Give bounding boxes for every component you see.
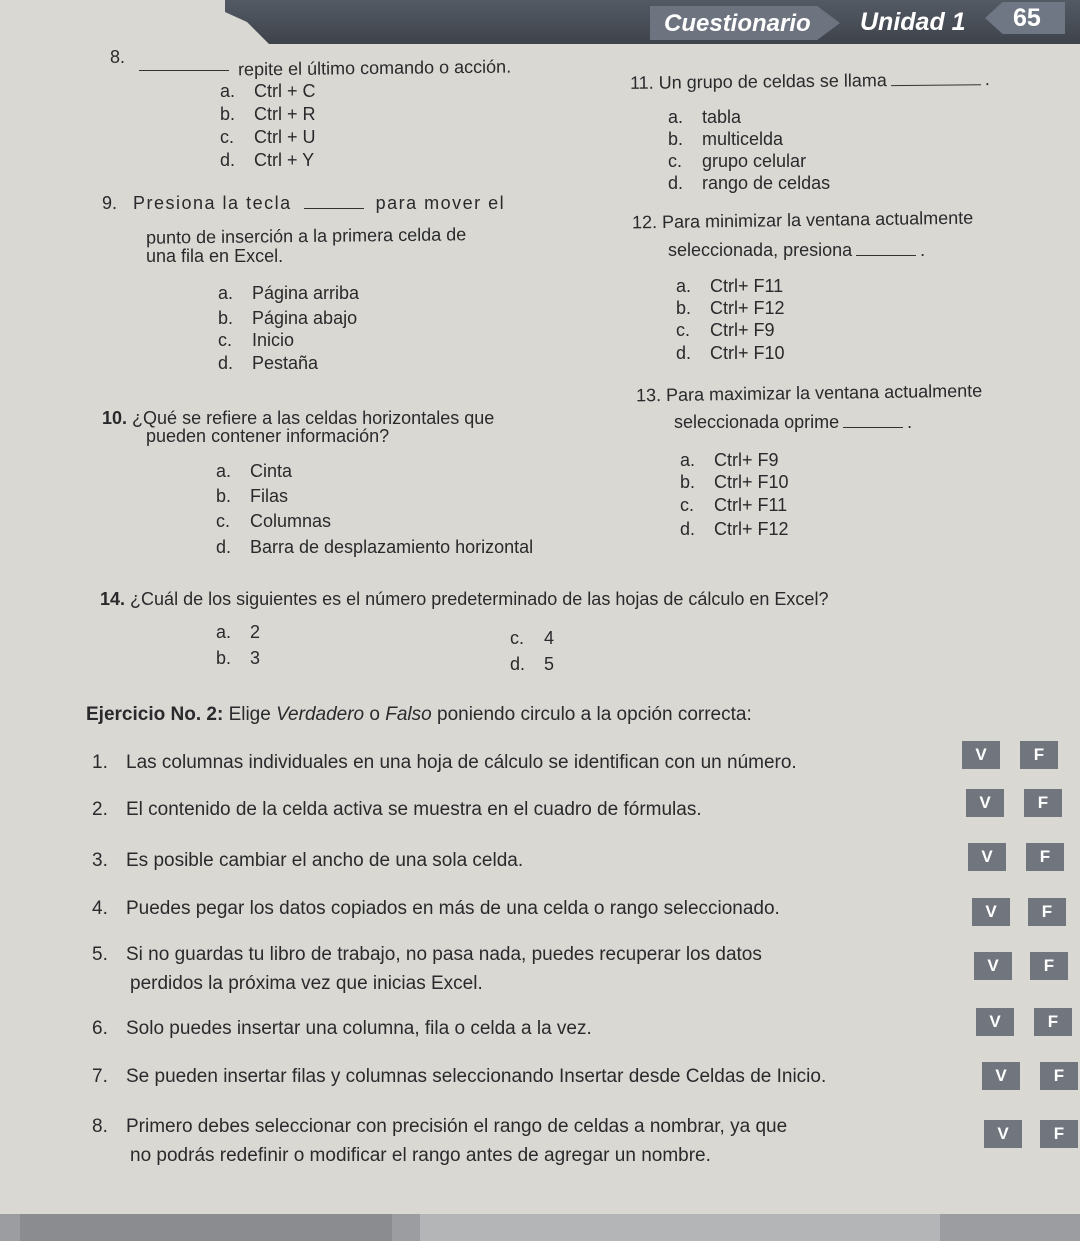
exercise-2-item-8: 8. Primero debes seleccionar con precisión el rango de celdas a nombrar, ya que bbox=[92, 1116, 788, 1137]
exercise-2-item-5-line2: perdidos la próxima vez que inicias Excel. bbox=[130, 973, 483, 994]
question-14-option-a: a. 2 bbox=[216, 622, 261, 642]
item-4-false-option[interactable]: F bbox=[1028, 898, 1066, 926]
exercise-2-item-3: 3. Es posible cambiar el ancho de una sola celda. bbox=[92, 850, 524, 871]
question-8-blank bbox=[135, 55, 233, 76]
question-10-line2: pueden contener información? bbox=[146, 426, 390, 446]
item-6-false-option[interactable]: F bbox=[1034, 1008, 1072, 1036]
question-11-option-c: c. grupo celular bbox=[668, 151, 807, 171]
question-9-line3: una fila en Excel. bbox=[146, 246, 284, 266]
item-4-true-option[interactable]: V bbox=[972, 898, 1010, 926]
question-9-option-b: b. Página abajo bbox=[218, 308, 358, 328]
question-8-option-b: b. Ctrl + R bbox=[220, 104, 316, 124]
question-14-option-d: d. 5 bbox=[510, 654, 555, 674]
footer-block-right bbox=[420, 1214, 940, 1241]
question-10-option-d: d. Barra de desplazamiento horizontal bbox=[216, 537, 534, 557]
item-2-false-option[interactable]: F bbox=[1024, 789, 1062, 817]
question-11-option-b: b. multicelda bbox=[668, 129, 784, 149]
question-11-text: 11. Un grupo de celdas se llama . bbox=[629, 69, 990, 93]
item-7-false-option[interactable]: F bbox=[1040, 1062, 1078, 1090]
exercise-2-item-5: 5. Si no guardas tu libro de trabajo, no pasa nada, puedes recuperar los datos bbox=[92, 944, 762, 965]
question-10-option-a: a. Cinta bbox=[216, 461, 293, 481]
question-8-option-a: a. Ctrl + C bbox=[220, 81, 316, 101]
question-13-option-c: c. Ctrl+ F11 bbox=[680, 495, 788, 515]
question-10-option-c: c. Columnas bbox=[216, 511, 332, 531]
exercise-2-item-7: 7. Se pueden insertar filas y columnas seleccionando Insertar desde Celdas de Inicio. bbox=[92, 1066, 827, 1087]
question-13-line1: 13. Para maximizar la ventana actualmente bbox=[635, 380, 983, 406]
question-12-option-c: c. Ctrl+ F9 bbox=[676, 320, 775, 340]
question-8-option-c: c. Ctrl + U bbox=[220, 127, 316, 147]
item-6-true-option[interactable]: V bbox=[976, 1008, 1014, 1036]
question-9-option-d: d. Pestaña bbox=[218, 353, 319, 373]
question-13-option-b: b. Ctrl+ F10 bbox=[680, 472, 789, 492]
question-10-option-b: b. Filas bbox=[216, 486, 289, 506]
unit-label: Unidad 1 bbox=[860, 8, 966, 36]
question-12-option-a: a. Ctrl+ F11 bbox=[676, 276, 784, 296]
question-13-option-a: a. Ctrl+ F9 bbox=[680, 450, 779, 470]
item-3-false-option[interactable]: F bbox=[1026, 843, 1064, 871]
question-8-text: repite el último comando o acción. bbox=[237, 56, 512, 80]
page-number: 65 bbox=[1013, 4, 1041, 32]
item-8-true-option[interactable]: V bbox=[984, 1120, 1022, 1148]
item-5-true-option[interactable]: V bbox=[974, 952, 1012, 980]
question-14-text: 14. ¿Cuál de los siguientes es el número predeterminado de las hojas de cálculo en Excel? bbox=[100, 589, 829, 609]
footer-block-left bbox=[20, 1214, 392, 1241]
item-3-true-option[interactable]: V bbox=[968, 843, 1006, 871]
question-9-option-a: a. Página arriba bbox=[218, 283, 360, 303]
question-13-line2: seleccionada oprime . bbox=[674, 412, 913, 432]
item-1-false-option[interactable]: F bbox=[1020, 741, 1058, 769]
exercise-2-item-2: 2. El contenido de la celda activa se muestra en el cuadro de fórmulas. bbox=[92, 799, 702, 820]
question-9-option-c: c. Inicio bbox=[218, 330, 295, 350]
item-7-true-option[interactable]: V bbox=[982, 1062, 1020, 1090]
item-1-true-option[interactable]: V bbox=[962, 741, 1000, 769]
question-11-option-a: a. tabla bbox=[668, 107, 742, 127]
question-12-option-d: d. Ctrl+ F10 bbox=[676, 343, 785, 363]
item-2-true-option[interactable]: V bbox=[966, 789, 1004, 817]
exercise-2-item-8-line2: no podrás redefinir o modificar el rango antes de agregar un nombre. bbox=[130, 1145, 711, 1166]
question-14-option-c: c. 4 bbox=[510, 628, 555, 648]
item-8-false-option[interactable]: F bbox=[1040, 1120, 1078, 1148]
exercise-2-item-4: 4. Puedes pegar los datos copiados en más de una celda o rango seleccionado. bbox=[92, 898, 780, 919]
question-11-option-d: d. rango de celdas bbox=[668, 173, 831, 193]
question-13-option-d: d. Ctrl+ F12 bbox=[680, 519, 789, 539]
question-9-line1: 9. Presiona la tecla para mover el bbox=[102, 193, 506, 213]
question-9-line2: punto de inserción a la primera celda de bbox=[145, 224, 467, 248]
exercise-2-item-6: 6. Solo puedes insertar una columna, fila o celda a la vez. bbox=[92, 1018, 592, 1039]
exercise-2-item-1: 1. Las columnas individuales en una hoja de cálculo se identifican con un número. bbox=[92, 752, 797, 773]
exercise-2-heading: Ejercicio No. 2: Elige Verdadero o Falso poniendo circulo a la opción correcta: bbox=[86, 704, 752, 725]
question-8-number: 8. bbox=[110, 47, 126, 67]
question-12-line2: seleccionada, presiona . bbox=[668, 240, 926, 260]
question-8-option-d: d. Ctrl + Y bbox=[220, 150, 315, 170]
question-14-option-b: b. 3 bbox=[216, 648, 261, 668]
question-12-option-b: b. Ctrl+ F12 bbox=[676, 298, 785, 318]
item-5-false-option[interactable]: F bbox=[1030, 952, 1068, 980]
question-12-line1: 12. Para minimizar la ventana actualmente bbox=[631, 207, 974, 233]
page-title: Cuestionario bbox=[664, 10, 811, 37]
question-10-line1: 10. ¿Qué se refiere a las celdas horizontales que bbox=[102, 408, 495, 428]
